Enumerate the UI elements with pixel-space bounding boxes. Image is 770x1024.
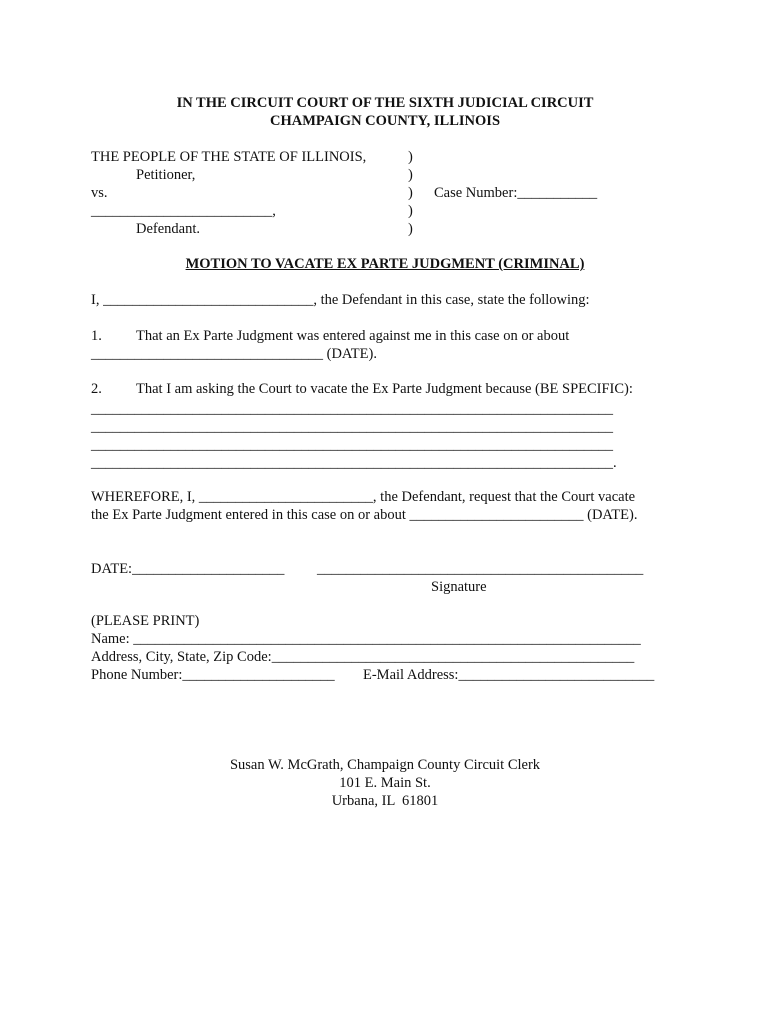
court-name-line2: CHAMPAIGN COUNTY, ILLINOIS [269,113,501,129]
caption-defendant-blank: _________________________, [91,203,276,219]
wherefore-line2: the Ex Parte Judgment entered in this case on or about ________________________ (DATE). [91,507,638,523]
document-title: MOTION TO VACATE EX PARTE JUDGMENT (CRIMINAL) [185,256,585,272]
caption-paren: ) [408,149,413,165]
intro-statement: I, _____________________________, the Defendant in this case, state the following: [91,292,590,308]
clerk-street: 101 E. Main St. [339,775,431,791]
signature-label: Signature [431,579,487,595]
clerk-name: Susan W. McGrath, Champaign County Circuit Clerk [229,757,541,773]
caption-petitioner: Petitioner, [136,167,196,183]
item2-blank-line: ________________________________________________________________________ [91,419,613,435]
caption-paren: ) [408,185,413,201]
item2-number: 2. [91,381,102,397]
case-number-field: Case Number:___________ [434,185,598,201]
item2-blank-line: ________________________________________________________________________ [91,401,613,417]
item1-date-line: ________________________________ (DATE). [91,346,377,362]
caption-vs: vs. [91,185,108,201]
caption-plaintiff: THE PEOPLE OF THE STATE OF ILLINOIS, [91,149,367,165]
item1-number: 1. [91,328,102,344]
item1-text: That an Ex Parte Judgment was entered against me in this case on or about [136,328,570,344]
email-field: E-Mail Address:___________________________ [363,667,655,683]
caption-paren: ) [408,203,413,219]
name-field: Name: ______________________________________________________________________ [91,631,641,647]
item2-text: That I am asking the Court to vacate the Ex Parte Judgment because (BE SPECIFIC): [136,381,633,397]
clerk-city: Urbana, IL 61801 [331,793,439,809]
date-field: DATE:_____________________ [91,561,285,577]
caption-defendant: Defendant. [136,221,201,237]
caption-paren: ) [408,221,413,237]
caption-paren: ) [408,167,413,183]
signature-line: _____________________________________________ [317,561,644,577]
phone-field: Phone Number:_____________________ [91,667,335,683]
court-name-line1: IN THE CIRCUIT COURT OF THE SIXTH JUDICIAL CIRCUIT [176,95,594,111]
print-heading: (PLEASE PRINT) [91,613,200,629]
item2-blank-line: ________________________________________________________________________. [91,455,617,471]
address-field: Address, City, State, Zip Code:__________________________________________________ [91,649,635,665]
wherefore-line1: WHEREFORE, I, ________________________, the Defendant, request that the Court vacate [91,489,636,505]
item2-blank-line: ________________________________________________________________________ [91,437,613,453]
